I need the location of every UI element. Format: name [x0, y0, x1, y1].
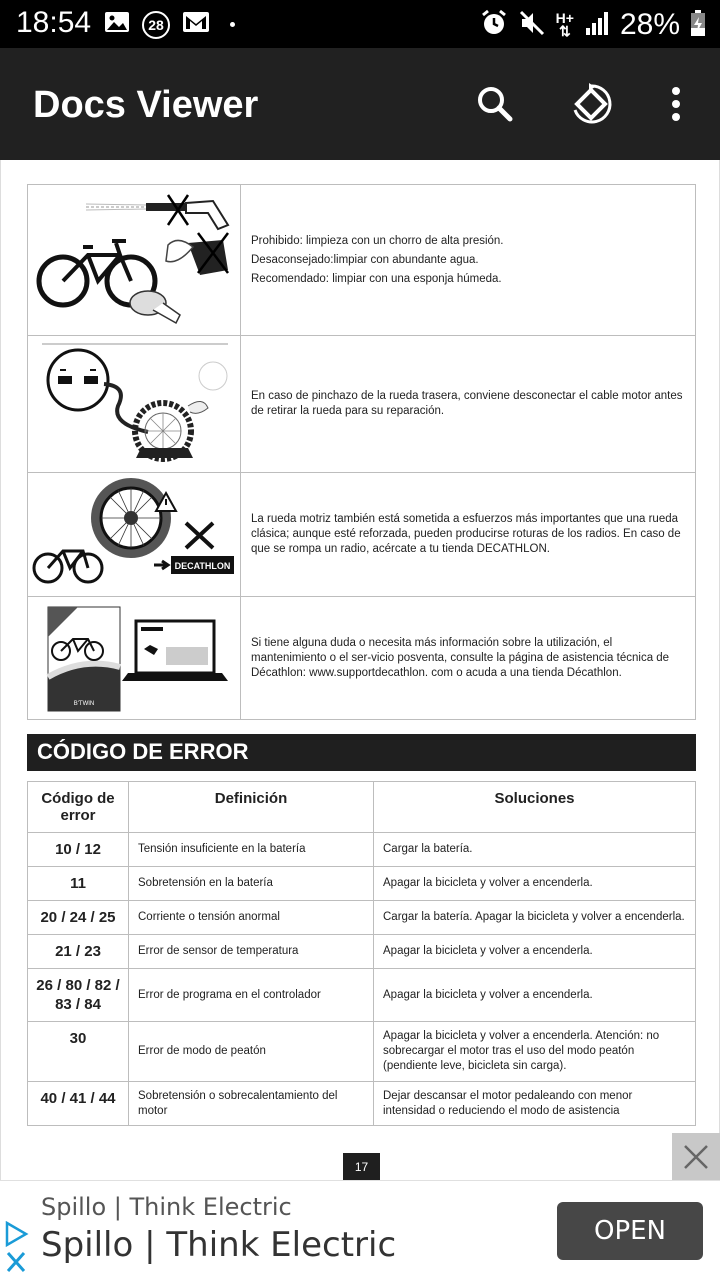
alarm-icon: [480, 9, 508, 42]
info-line: Si tiene alguna duda o necesita más información sobre la utilización, el mantenimiento o el ser-vicio posventa, consulte la página de asistencia técnica de Décathlon: www.supportdecathlon. com o acuda a una tienda Décathlon.: [251, 636, 670, 679]
error-solution: Apagar la bicicleta y volver a encenderla.: [374, 969, 696, 1022]
error-definition: Tensión insuficiente en la batería: [129, 833, 374, 867]
battery-charging-icon: [690, 9, 706, 42]
info-row-spokes: [28, 473, 695, 597]
gmail-icon: [182, 10, 210, 39]
table-row: [28, 867, 696, 901]
dot-icon: [230, 22, 235, 27]
info-line: Prohibido: limpieza con un chorro de alta presión.: [251, 234, 504, 247]
error-solution: Dejar descansar el motor pedaleando con menor intensidad o reduciendo el modo de asistencia: [374, 1082, 696, 1126]
info-text-cleaning: [241, 185, 695, 335]
manual-and-laptop-illustration: [28, 597, 241, 719]
error-definition: Sobretensión o sobrecalentamiento del motor: [129, 1082, 374, 1126]
column-header-definition: Definición: [129, 782, 374, 833]
error-code: 10 / 12: [28, 833, 129, 867]
more-options-button[interactable]: [648, 76, 704, 132]
error-code: 20 / 24 / 25: [28, 901, 129, 935]
error-code: 21 / 23: [28, 935, 129, 969]
decathlon-logo-text: DECATHLON: [174, 561, 231, 571]
status-bar: [0, 0, 720, 48]
column-header-code: Código de error: [28, 782, 129, 833]
app-title: Docs Viewer: [33, 84, 259, 126]
ad-choices-icon[interactable]: [4, 1221, 30, 1277]
info-line: En caso de pinchazo de la rueda trasera, conviene desconectar el cable motor antes de retirar la rueda para su reparación.: [251, 390, 683, 417]
info-line: Desaconsejado:limpiar con abundante agua.: [251, 253, 479, 266]
info-row-cleaning: [28, 185, 695, 336]
error-solution: Cargar la batería. Apagar la bicicleta y volver a encenderla.: [374, 901, 696, 935]
error-section-title: CÓDIGO DE ERROR: [27, 734, 696, 771]
error-code: 11: [28, 867, 129, 901]
info-line: La rueda motriz también está sometida a esfuerzos más importantes que una rueda clásica; aunque esté reforzada, pueden producirse roturas de los radios. En caso de que se rompa un radio, acércate a tu tienda DECATHLON.: [251, 513, 681, 555]
info-text-puncture: [241, 336, 695, 472]
page-number: 17: [343, 1153, 380, 1180]
info-line: Recomendado: limpiar con una esponja húmeda.: [251, 272, 502, 285]
app-bar: [0, 48, 720, 160]
info-row-puncture: [28, 336, 695, 473]
signal-icon: [584, 10, 610, 41]
search-icon: [475, 84, 515, 124]
close-ad-button[interactable]: [672, 1133, 720, 1180]
error-definition: Error de programa en el controlador: [129, 969, 374, 1022]
rear-wheel-cable-illustration: [28, 336, 241, 472]
clock: 18:54: [16, 6, 92, 39]
table-row: [28, 833, 696, 867]
error-definition: Sobretensión en la batería: [129, 867, 374, 901]
error-definition: Corriente o tensión anormal: [129, 901, 374, 935]
notification-count-icon: 28: [142, 11, 170, 39]
notification-icons: [104, 10, 235, 39]
rotate-icon: [569, 82, 613, 126]
info-row-support: [28, 597, 695, 719]
table-row: [28, 1082, 696, 1126]
info-text-spokes: [241, 473, 695, 596]
ad-open-button[interactable]: OPEN: [557, 1202, 703, 1260]
info-table: [27, 184, 696, 720]
btwin-brand-text: B'TWIN: [73, 701, 95, 707]
system-icons: [480, 8, 706, 42]
search-button[interactable]: [467, 76, 523, 132]
error-definition: Error de sensor de temperatura: [129, 935, 374, 969]
motor-wheel-decathlon-illustration: [28, 473, 241, 596]
error-definition: Error de modo de peatón: [129, 1022, 374, 1082]
table-row: [28, 1022, 696, 1082]
battery-percentage: 28%: [619, 8, 680, 41]
image-icon: [104, 10, 130, 39]
ad-banner[interactable]: [0, 1180, 720, 1280]
bike-cleaning-illustration: [28, 185, 241, 335]
error-solution: Apagar la bicicleta y volver a encenderla.: [374, 867, 696, 901]
ad-headline[interactable]: Spillo | Think Electric: [41, 1225, 397, 1265]
document-page[interactable]: [0, 160, 720, 1180]
close-icon: [682, 1143, 710, 1171]
mute-icon: [518, 9, 546, 42]
data-hplus-icon: H+ ⇅: [555, 10, 574, 39]
ad-advertiser-small[interactable]: Spillo | Think Electric: [41, 1193, 292, 1221]
error-solution: Cargar la batería.: [374, 833, 696, 867]
error-code: 26 / 80 / 82 / 83 / 84: [28, 969, 129, 1022]
table-row: [28, 901, 696, 935]
error-code-table: [27, 781, 696, 1126]
more-vert-icon: [670, 86, 682, 122]
error-code: 40 / 41 / 44: [28, 1082, 129, 1126]
rotate-button[interactable]: [563, 76, 619, 132]
info-text-support: [241, 597, 695, 719]
error-solution: Apagar la bicicleta y volver a encenderla.: [374, 935, 696, 969]
table-row: [28, 935, 696, 969]
table-row: [28, 969, 696, 1022]
error-code: 30: [28, 1022, 129, 1082]
column-header-solutions: Soluciones: [374, 782, 696, 833]
error-solution: Apagar la bicicleta y volver a encenderla. Atención: no sobrecargar el motor tras el uso del modo peatón (pendiente leve, bicicleta sin carga).: [374, 1022, 696, 1082]
